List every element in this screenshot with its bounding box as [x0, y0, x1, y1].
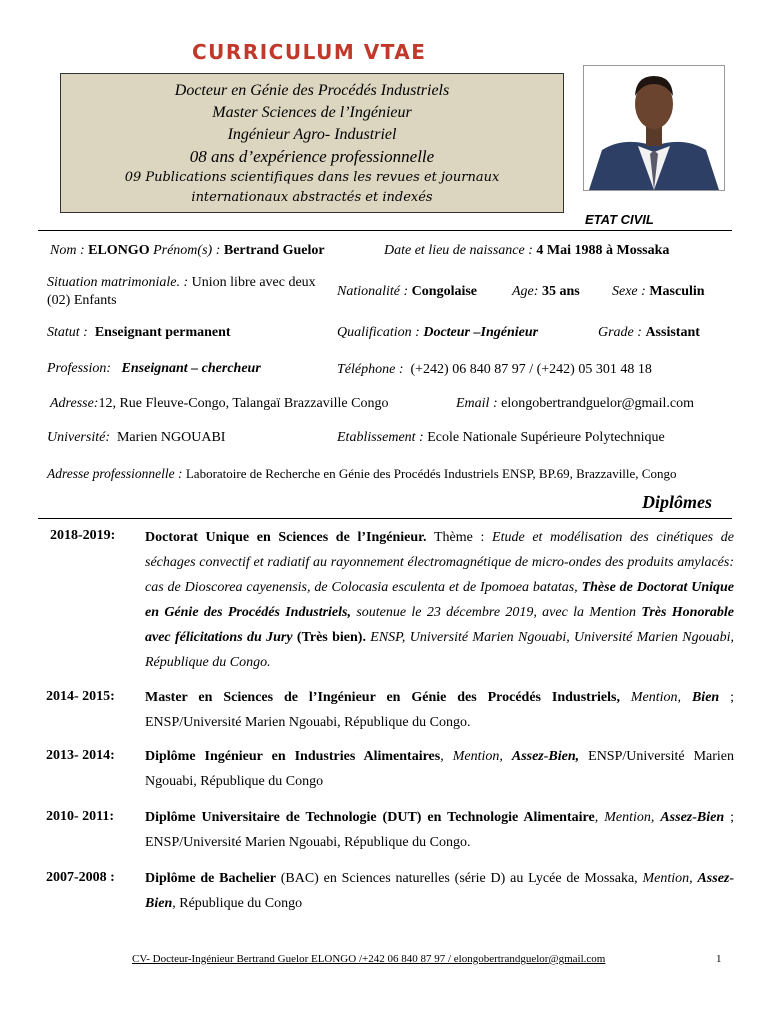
- diploma-mention: Assez-Bien: [145, 871, 735, 911]
- page-footer: CV- Docteur-Ingénieur Bertrand Guelor ELONGO /+242 06 840 87 97 / elongobertrandguelor@gmail.com: [132, 953, 606, 965]
- nationalite-value: Congolaise: [411, 284, 478, 299]
- diplomes-heading: Diplômes: [642, 492, 712, 512]
- diploma-year: 2013- 2014:: [46, 748, 115, 763]
- situation-label: Situation matrimoniale. :: [47, 275, 189, 290]
- headline-line-5: 09 Publications scientifiques dans les revues et journaux: [124, 170, 500, 185]
- diploma-institution: , République du Congo: [172, 896, 303, 911]
- headline-line-3: Ingénieur Agro- Industriel: [227, 126, 397, 143]
- profession-value: Enseignant – chercheur: [121, 361, 261, 376]
- diploma-text: , Mention,: [440, 749, 512, 764]
- civil-row-telephone: [337, 362, 652, 378]
- diploma-year: 2010- 2011:: [46, 809, 115, 824]
- diploma-text: Mention,: [619, 690, 692, 705]
- etat-civil-heading: ETAT CIVIL: [585, 212, 654, 227]
- headline-line-4: 08 ans d’expérience professionnelle: [189, 147, 435, 166]
- diploma-institution: ENSP/Université Marien Ngouabi, République du Congo: [145, 749, 734, 789]
- email-value: elongobertrandguelor@gmail.com: [501, 396, 694, 411]
- situation-value: Union libre avec deux (02) Enfants: [47, 275, 316, 308]
- diploma-mention: Assez-Bien,: [511, 749, 580, 764]
- diploma-text: Thème :: [426, 530, 493, 545]
- civil-row-situation: [47, 274, 327, 310]
- civil-row-universite: [47, 430, 225, 446]
- civil-row-profession: [47, 361, 261, 377]
- statut-label: Statut :: [47, 325, 88, 340]
- diploma-text: Mention,: [642, 871, 698, 886]
- sexe-value: Masculin: [649, 284, 705, 299]
- diploma-year: 2018-2019:: [50, 528, 116, 543]
- diploma-description: [145, 866, 734, 916]
- civil-row-naissance: [384, 243, 669, 259]
- civil-row-email: [456, 396, 694, 412]
- diploma-thesis: Thèse de Doctorat Unique en Génie des Procédés Industriels,: [145, 580, 735, 620]
- age-label: Age:: [512, 284, 539, 299]
- prenom-label: Prénom(s) :: [153, 243, 221, 258]
- adresse-value: 12, Rue Fleuve-Congo, Talangaï Brazzaville Congo: [98, 396, 389, 411]
- document-title: CURRICULUM VTAE: [192, 40, 427, 64]
- universite-label: Université:: [47, 430, 110, 445]
- diploma-year: 2014- 2015:: [46, 689, 115, 704]
- telephone-value: (+242) 06 840 87 97 / (+242) 05 301 48 18: [410, 362, 652, 377]
- diploma-title: Master en Sciences de l’Ingénieur en Génie des Procédés Industriels,: [145, 690, 620, 705]
- grade-value: Assistant: [645, 325, 700, 340]
- nationalite-label: Nationalité :: [337, 284, 409, 299]
- diploma-title: Diplôme de Bachelier: [145, 871, 276, 886]
- civil-row-sexe: [612, 284, 705, 300]
- adresse-pro-value: Laboratoire de Recherche en Génie des Procédés Industriels ENSP, BP.69, Brazzaville, Congo: [185, 466, 677, 481]
- civil-row-adresse: [50, 396, 388, 412]
- diploma-institution: ; ENSP/Université Marien Ngouabi, République du Congo.: [145, 690, 735, 730]
- diploma-text: (BAC) en Sciences naturelles (série D) au Lycée de Mossaka,: [275, 871, 643, 886]
- profession-label: Profession:: [47, 361, 112, 376]
- telephone-label: Téléphone :: [337, 362, 404, 377]
- qualification-value: Docteur –Ingénieur: [423, 325, 539, 340]
- diploma-title: Diplôme Ingénieur en Industries Alimentaires: [145, 749, 441, 764]
- headline-line-1: Docteur en Génie des Procédés Industriels: [174, 82, 450, 99]
- nom-value: ELONGO: [88, 243, 150, 258]
- headline-line-2: Master Sciences de l’Ingénieur: [212, 104, 412, 121]
- qualification-label: Qualification :: [337, 325, 420, 340]
- diploma-title: Doctorat Unique en Sciences de l’Ingénieur.: [145, 530, 427, 545]
- etablissement-label: Etablissement :: [337, 430, 424, 445]
- adresse-pro-label: Adresse professionnelle :: [47, 466, 183, 481]
- diploma-description: [145, 744, 734, 794]
- age-value: 35 ans: [541, 284, 580, 299]
- civil-row-statut: [47, 325, 231, 341]
- civil-row-adresse-pro: [47, 466, 676, 482]
- civil-row-qualification: [337, 325, 538, 341]
- civil-row-age: [512, 284, 580, 300]
- diploma-text: , Mention,: [594, 810, 661, 825]
- diploma-year: 2007-2008 :: [46, 870, 115, 885]
- diploma-institution: ; ENSP/Université Marien Ngouabi, République du Congo.: [145, 810, 734, 850]
- diploma-title: Diplôme Universitaire de Technologie (DUT) en Technologie Alimentaire: [145, 810, 595, 825]
- adresse-label: Adresse:: [50, 396, 99, 411]
- nom-label: Nom :: [50, 243, 85, 258]
- diploma-description: [145, 805, 734, 855]
- diploma-mention: Assez-Bien: [660, 810, 725, 825]
- civil-row-etablissement: [337, 430, 665, 446]
- diploma-mention: Bien: [691, 690, 720, 705]
- email-label: Email :: [456, 396, 498, 411]
- profile-photo: [583, 65, 725, 191]
- divider: [38, 518, 732, 519]
- civil-row-grade: [598, 325, 700, 341]
- etablissement-value: Ecole Nationale Supérieure Polytechnique: [427, 430, 665, 445]
- diploma-mention: (Très bien).: [292, 630, 366, 645]
- sexe-label: Sexe :: [612, 284, 646, 299]
- diploma-description: [145, 525, 734, 675]
- diploma-mention: Très Honorable avec félicitations du Jury: [145, 605, 735, 645]
- diploma-institution: ENSP, Université Marien Ngouabi, Université Marien Ngouabi, République du Congo.: [145, 630, 735, 670]
- naissance-label: Date et lieu de naissance :: [384, 243, 533, 258]
- civil-row-nationalite: [337, 284, 477, 300]
- statut-value: Enseignant permanent: [94, 325, 231, 340]
- grade-label: Grade :: [598, 325, 642, 340]
- diploma-description: [145, 685, 734, 735]
- divider: [38, 230, 732, 231]
- diploma-theme: Etude et modélisation des cinétiques de séchages convectif et radiatif au rayonnement électromagnétique de micro-ondes des produits amylacés: cas de Dioscorea cayenensis, de Colocasia esculenta et de Ipomoea batatas,: [145, 530, 734, 595]
- civil-row-nom: [50, 243, 325, 259]
- naissance-value: 4 Mai 1988 à Mossaka: [536, 243, 670, 258]
- headline-line-6: internationaux abstractés et indexés: [191, 190, 433, 205]
- diploma-text: soutenue le 23 décembre 2019, avec la Mention: [351, 605, 642, 620]
- universite-value: Marien NGOUABI: [116, 430, 226, 445]
- prenom-value: Bertrand Guelor: [223, 243, 325, 258]
- headline-box: [60, 73, 564, 213]
- page-number: 1: [716, 953, 722, 965]
